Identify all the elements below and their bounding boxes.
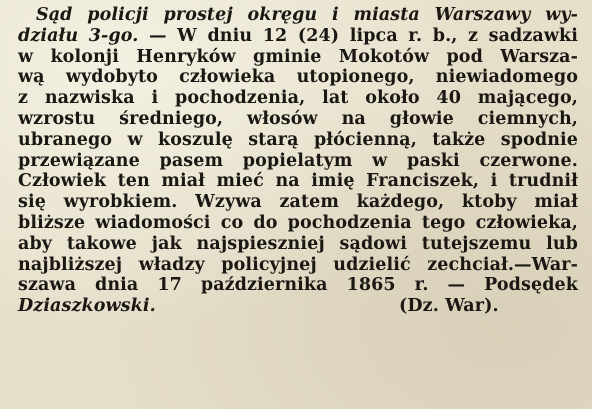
text-line-4: wą wydobyto człowieka utopionego, niewiadomego	[18, 67, 578, 88]
notice-article	[18, 5, 578, 317]
text-line-7: ubranego w koszulę starą płócienną, także spodnie	[18, 129, 578, 150]
text-line-2-rest: — W dniu 12 (24) lipca r. b., z sadzawki	[138, 25, 578, 46]
text-line-10: się wyrobkiem. Wzywa zatem każdego, ktoby miał	[18, 192, 578, 213]
heading-line-2: działu 3-go.	[18, 25, 139, 46]
text-line-9: Człowiek ten miał mieć na imię Franciszek, i trudnił	[18, 171, 578, 192]
bleed-through-bottom	[0, 399, 592, 409]
text-line-3: w kolonji Henryków gminie Mokotów pod Warsza-	[18, 46, 578, 67]
text-line-6: wzrostu średniego, włosów na głowie ciemnych,	[18, 108, 578, 129]
text-line-13: najbliższej władzy policyjnej udzielić zechciał.—War-	[18, 254, 578, 275]
signature-line	[18, 296, 578, 317]
source-reference: (Dz. War).	[399, 296, 499, 317]
heading-line-1: Sąd policji prostej okręgu i miasta Warszawy wy-	[36, 5, 578, 25]
text-line-11: bliższe wiadomości co do pochodzenia tego człowieka,	[18, 212, 578, 233]
text-line-8: przewiązane pasem popielatym w paski czerwone.	[18, 150, 578, 171]
text-line-12: aby takowe jak najspieszniej sądowi tutejszemu lub	[18, 233, 578, 254]
bleed-through-top	[280, 0, 430, 3]
text-line-14: szawa dnia 17 października 1865 r. — Podsędek	[18, 275, 578, 296]
text-line-2	[18, 26, 578, 47]
signature: Dziaszkowski.	[18, 296, 156, 317]
text-line-5: z nazwiska i pochodzenia, lat około 40 mającego,	[18, 88, 578, 109]
